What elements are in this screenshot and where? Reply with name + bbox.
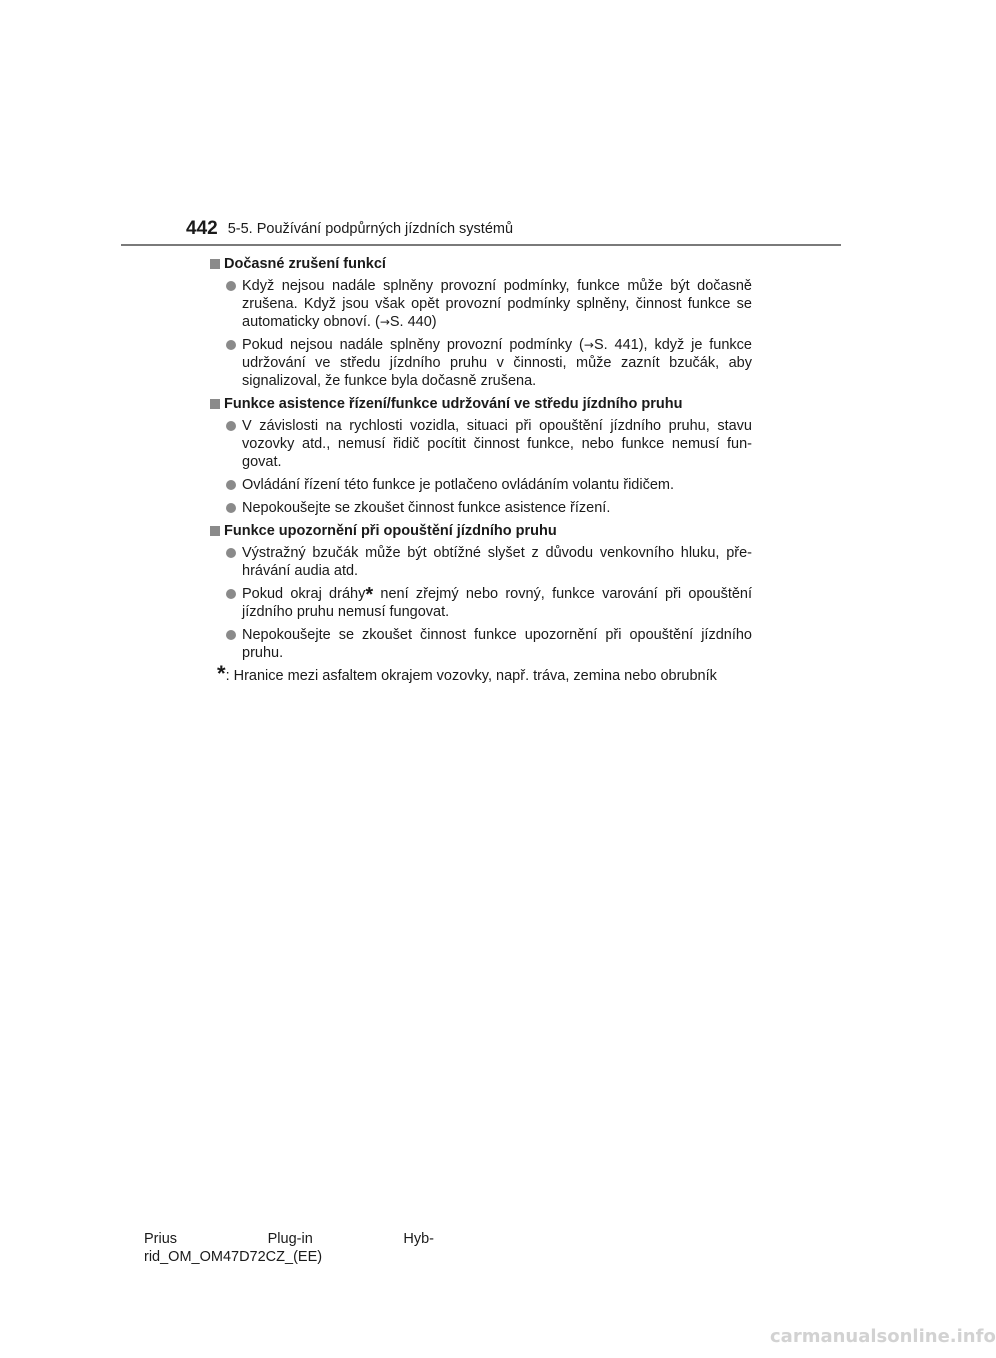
page-footer bbox=[144, 1230, 434, 1266]
footer-word: Prius bbox=[144, 1231, 178, 1247]
list-item: Nepokoušejte se zkoušet činnost funkce asistence řízení. bbox=[210, 499, 752, 517]
header-divider bbox=[121, 244, 841, 246]
list-item: Pokud okraj dráhy* není zřejmý nebo rovný, funkce varování při opouštění jízdního pruhu nemusí fungovat. bbox=[210, 585, 752, 621]
subheading: Funkce asistence řízení/funkce udržování ve středu jízdního pruhu bbox=[210, 395, 752, 413]
arrow-icon: → bbox=[583, 338, 594, 352]
list-item: Výstražný bzučák může být obtížné slyšet z důvodu venkovního hluku, pře-hrávání audia atd. bbox=[210, 544, 752, 580]
footnote-star: * bbox=[365, 584, 374, 606]
list-item: Nepokoušejte se zkoušet činnost funkce upozornění při opouštění jízdního pruhu. bbox=[210, 626, 752, 662]
circle-bullet-icon bbox=[226, 548, 236, 558]
main-content bbox=[210, 255, 752, 685]
circle-bullet-icon bbox=[226, 480, 236, 490]
square-bullet-icon bbox=[210, 259, 220, 269]
arrow-icon: → bbox=[379, 315, 390, 329]
page-number: 442 bbox=[186, 218, 218, 239]
square-bullet-icon bbox=[210, 399, 220, 409]
footnote-star: * bbox=[217, 661, 226, 686]
footer-word: Hyb- bbox=[403, 1231, 434, 1247]
footer-word: Plug-in bbox=[267, 1231, 313, 1247]
circle-bullet-icon bbox=[226, 281, 236, 291]
list-item: Když nejsou nadále splněny provozní podmínky, funkce může být dočasně zrušena. Když jsou však opět provozní podmínky splněny, činnost funkce se automaticky obnoví. (→S. 440) bbox=[210, 277, 752, 331]
circle-bullet-icon bbox=[226, 340, 236, 350]
circle-bullet-icon bbox=[226, 503, 236, 513]
section-title: 5-5. Používání podpůrných jízdních systémů bbox=[227, 221, 514, 237]
list-item: V závislosti na rychlosti vozidla, situaci při opouštění jízdního pruhu, stavu vozovky atd., nemusí řidič pocítit činnost funkce, nebo funkce nemusí fun-govat. bbox=[210, 417, 752, 471]
footnote: * : Hranice mezi asfaltem okrajem vozovky, např. tráva, zemina nebo obrubník bbox=[217, 661, 717, 686]
subheading: Funkce upozornění při opouštění jízdního pruhu bbox=[210, 522, 752, 540]
square-bullet-icon bbox=[210, 526, 220, 536]
circle-bullet-icon bbox=[226, 589, 236, 599]
watermark: carmanualsonline.info bbox=[770, 1326, 996, 1347]
footer-doc-code: rid_OM_OM47D72CZ_(EE) bbox=[144, 1249, 323, 1265]
circle-bullet-icon bbox=[226, 421, 236, 431]
list-item: Pokud nejsou nadále splněny provozní podmínky (→S. 441), když je funkce udržování ve středu jízdního pruhu v činnosti, může zaznít bzučák, aby signalizoval, že funkce byla dočasně zrušena. bbox=[210, 336, 752, 390]
circle-bullet-icon bbox=[226, 630, 236, 640]
page-header bbox=[186, 218, 513, 240]
list-item: Ovládání řízení této funkce je potlačeno ovládáním volantu řidičem. bbox=[210, 476, 752, 494]
subheading: Dočasné zrušení funkcí bbox=[210, 255, 752, 273]
